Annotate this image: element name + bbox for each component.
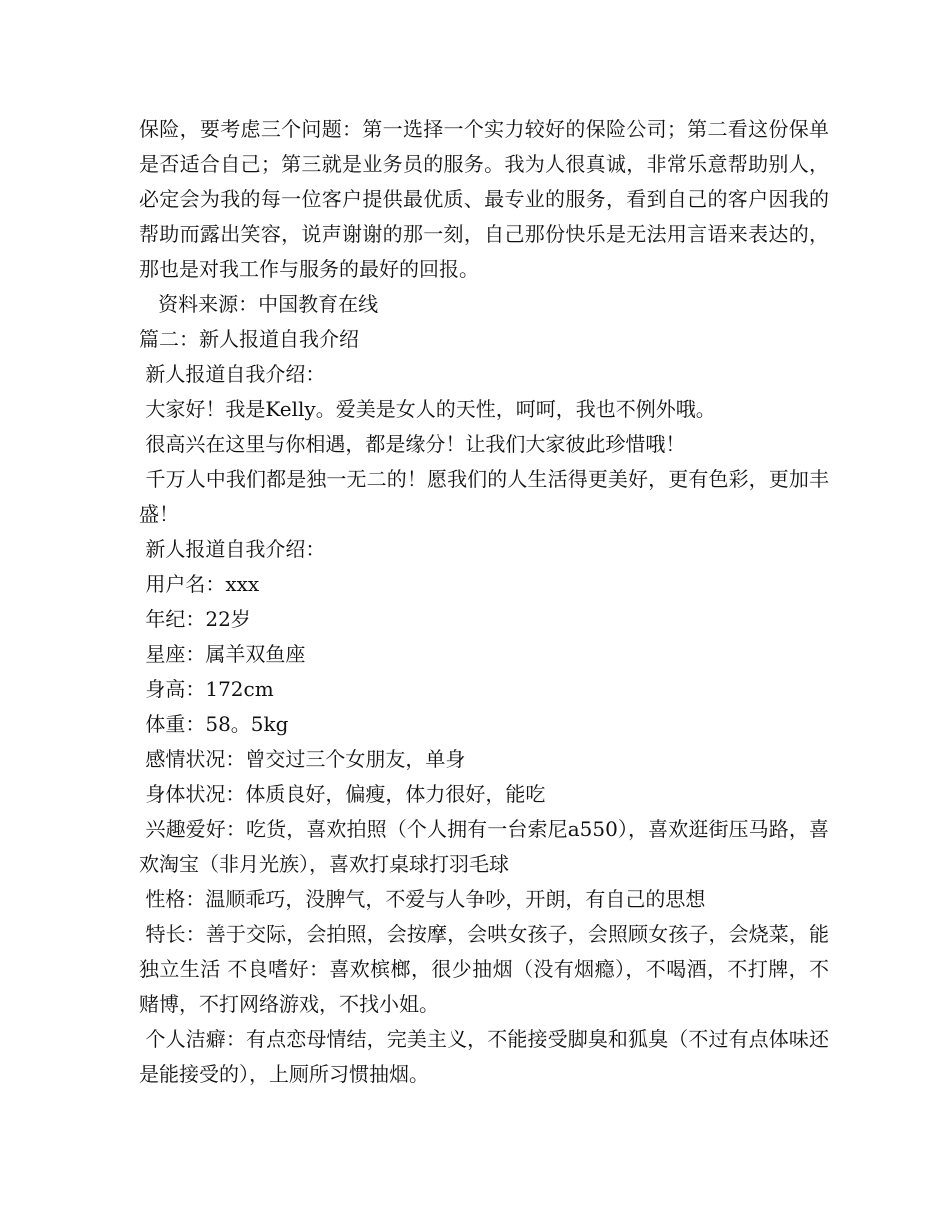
profile-hobbies: 兴趣爱好：吃货，喜欢拍照（个人拥有一台索尼a550），喜欢逛街压马路，喜欢淘宝（非月光族），喜欢打桌球打羽毛球 bbox=[139, 817, 829, 876]
profile-weight: 体重：58。5kg bbox=[139, 712, 289, 736]
profile-relationship: 感情状况：曾交过三个女朋友，单身 bbox=[139, 747, 466, 771]
section-heading: 篇二：新人报道自我介绍 bbox=[139, 327, 359, 351]
profile-habits: 个人洁癖：有点恋母情结，完美主义，不能接受脚臭和狐臭（不过有点体味还是能接受的），上厕所习惯抽烟。 bbox=[139, 1027, 830, 1086]
paragraph-greeting: 大家好！我是Kelly。爱美是女人的天性，呵呵，我也不例外哦。 bbox=[139, 397, 716, 421]
paragraph-intro-title-2: 新人报道自我介绍： bbox=[139, 537, 326, 561]
profile-health: 身体状况：体质良好，偏瘦，体力很好，能吃 bbox=[139, 782, 546, 806]
profile-username: 用户名：xxx bbox=[139, 572, 260, 596]
paragraph-source: 资料来源：中国教育在线 bbox=[139, 292, 379, 316]
profile-personality: 性格：温顺乖巧，没脾气，不爱与人争吵，开朗，有自己的思想 bbox=[139, 887, 706, 911]
profile-height: 身高：172cm bbox=[139, 677, 274, 701]
profile-skills: 特长：善于交际，会拍照，会按摩，会哄女孩子，会照顾女孩子，会烧菜，能独立生活 不良嗜好：喜欢槟榔，很少抽烟（没有烟瘾），不喝酒，不打牌，不赌博，不打网络游戏，不找小姐。 bbox=[139, 922, 830, 1016]
document-body bbox=[139, 112, 829, 1092]
paragraph-insurance-intro: 保险，要考虑三个问题：第一选择一个实力较好的保险公司；第二看这份保单是否适合自己；第三就是业务员的服务。我为人很真诚，非常乐意帮助别人，必定会为我的每一位客户提供最优质、最专业的服务，看到自己的客户因我的帮助而露出笑容，说声谢谢的那一刻，自己那份快乐是无法用言语来表达的，那也是对我工作与服务的最好的回报。 bbox=[139, 117, 829, 281]
profile-age: 年纪：22岁 bbox=[139, 607, 251, 631]
paragraph-intro-title: 新人报道自我介绍： bbox=[139, 362, 326, 386]
profile-zodiac: 星座：属羊双鱼座 bbox=[139, 642, 306, 666]
paragraph-unique: 千万人中我们都是独一无二的！愿我们的人生活得更美好，更有色彩，更加丰盛！ bbox=[139, 467, 830, 526]
paragraph-meeting: 很高兴在这里与你相遇，都是缘分！让我们大家彼此珍惜哦！ bbox=[139, 432, 686, 456]
